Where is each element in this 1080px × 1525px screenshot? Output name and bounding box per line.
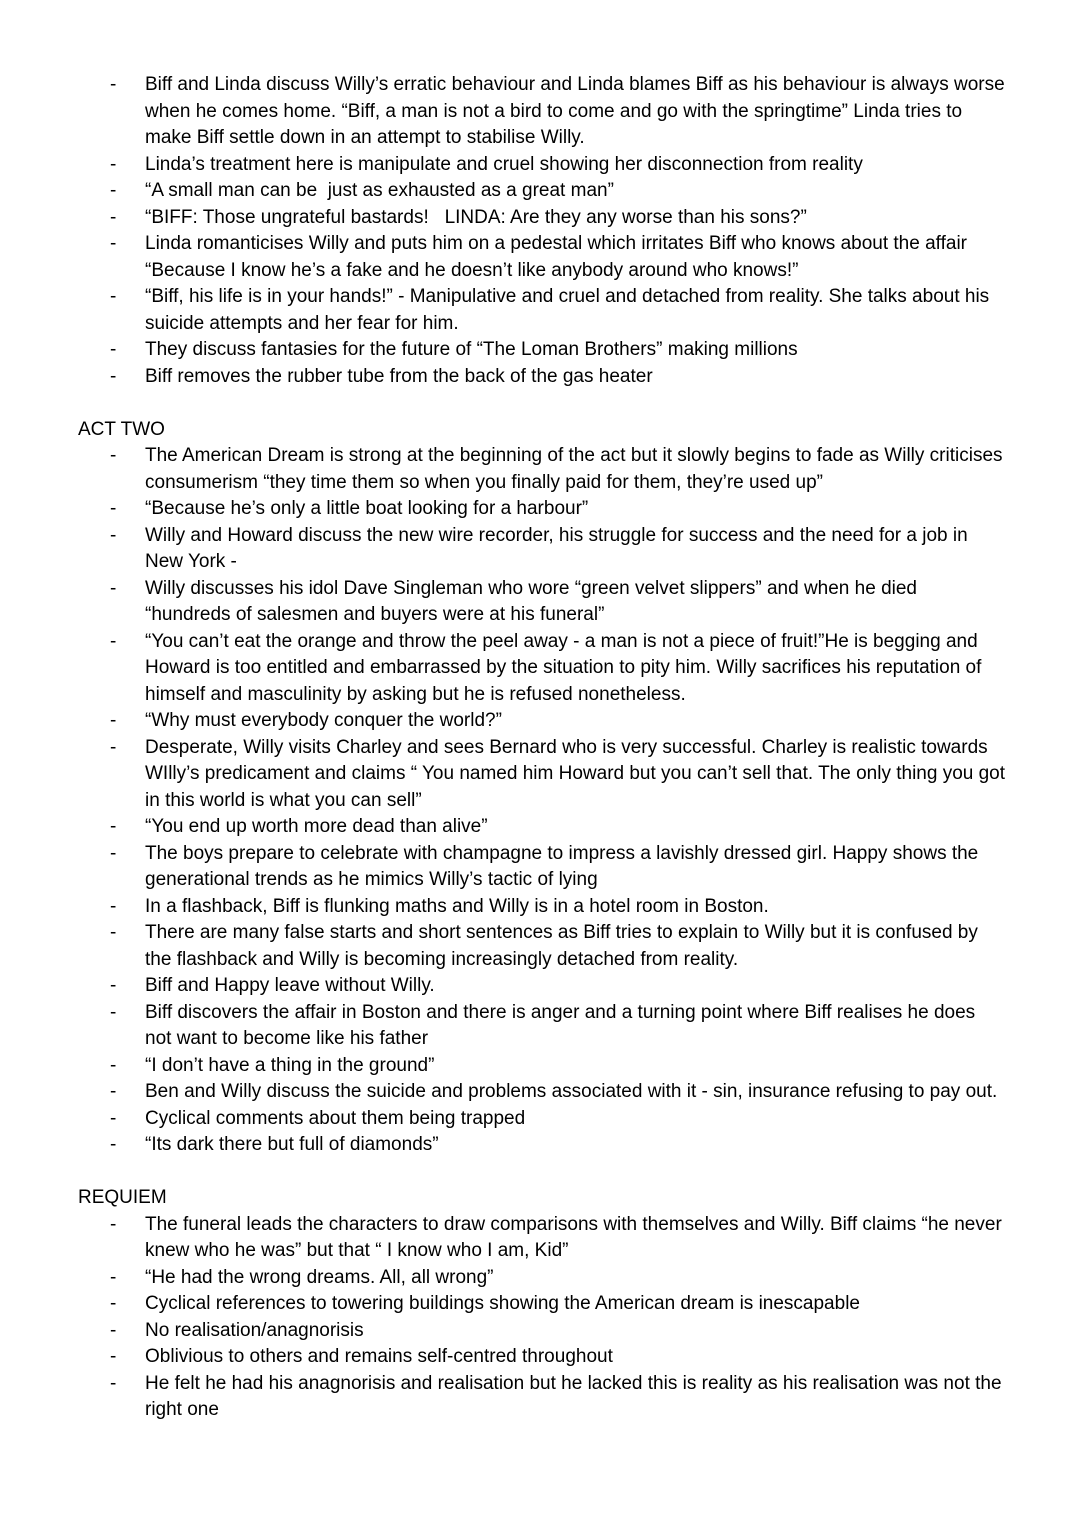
bullet-item — [78, 814, 1006, 841]
bullet-text: Willy and Howard discuss the new wire recorder, his struggle for success and the need for a job in New York - — [145, 524, 973, 572]
bullet-dash-marker: - — [110, 445, 117, 466]
bullet-text: “BIFF: Those ungrateful bastards! LINDA: Are they any worse than his sons?” — [145, 206, 807, 228]
bullet-item — [78, 841, 1006, 894]
bullet-dash-marker: - — [110, 524, 117, 546]
section-act-one-notes — [78, 72, 1010, 390]
bullet-item — [78, 443, 1006, 496]
bullet-dash-marker: - — [110, 339, 117, 360]
bullet-item — [78, 1318, 1006, 1345]
section-requiem — [78, 1185, 1006, 1424]
bullet-text: No realisation/anagnorisis — [145, 1319, 364, 1341]
bullet-dash-marker: - — [110, 1266, 117, 1288]
bullet-text: In a flashback, Biff is flunking maths and Willy is in a hotel room in Boston. — [145, 895, 769, 917]
bullet-dash-marker: - — [110, 1319, 117, 1341]
bullet-dash-marker: - — [110, 74, 117, 95]
bullet-text: “You can’t eat the orange and throw the peel away - a man is not a piece of fruit!”He is begging and Howard is too entitled and embarrassed by the situation to pity him. Willy sacrifices his reputation of himself and masculinity by asking but he is refused nonetheless. — [145, 630, 987, 705]
bullet-dash-marker: - — [110, 710, 117, 731]
bullet-dash-marker: - — [110, 1134, 117, 1155]
bullet-dash-marker: - — [110, 1346, 117, 1367]
bullet-item — [78, 735, 1011, 815]
bullet-dash-marker: - — [110, 498, 117, 519]
bullet-dash-marker: - — [110, 736, 117, 758]
bullet-text: The funeral leads the characters to draw comparisons with themselves and Willy. Biff claims “he never knew who he was” but that “ I know who I am, Kid” — [145, 1213, 1008, 1261]
bullet-text: Oblivious to others and remains self-centred throughout — [145, 1346, 613, 1367]
bullet-item — [78, 231, 1006, 284]
bullet-text: “Its dark there but full of diamonds” — [145, 1134, 439, 1155]
bullet-dash-marker: - — [110, 975, 117, 996]
bullet-dash-marker: - — [110, 365, 117, 387]
bullet-text: Biff and Happy leave without Willy. — [145, 975, 435, 996]
bullet-item — [78, 1053, 1006, 1080]
section-heading-act-two: ACT TWO — [78, 418, 165, 440]
bullet-dash-marker: - — [110, 1372, 117, 1394]
bullet-text: The American Dream is strong at the beginning of the act but it slowly begins to fade as Willy criticises consumerism “they time them so when you finally paid for them, they’re used up” — [145, 445, 1008, 493]
bullet-text: “I don’t have a thing in the ground” — [145, 1054, 435, 1076]
bullet-text: Biff removes the rubber tube from the back of the gas heater — [145, 365, 653, 387]
bullet-text: Cyclical comments about them being trapped — [145, 1107, 526, 1129]
bullet-item — [78, 894, 1006, 921]
bullet-text: Desperate, Willy visits Charley and sees Bernard who is very successful. Charley is realistic towards WIlly’s predicament and claims “ You named him Howard but you can’t sell that. The only thing you got in this world is what you can sell” — [145, 736, 1011, 811]
bullet-dash-marker: - — [110, 630, 117, 652]
bullet-item — [78, 1344, 1006, 1371]
bullet-dash-marker: - — [110, 180, 117, 201]
bullet-item — [78, 152, 1006, 179]
bullet-text: Biff discovers the affair in Boston and there is anger and a turning point where Biff realises he does not want to become like his father — [145, 1001, 981, 1049]
bullet-item — [78, 364, 1006, 391]
bullet-dash-marker: - — [110, 1107, 117, 1129]
bullet-item — [78, 1106, 1006, 1133]
bullet-item — [78, 629, 1006, 709]
bullet-item — [78, 576, 1006, 629]
bullet-dash-marker: - — [110, 1054, 117, 1076]
bullet-dash-marker: - — [110, 1213, 117, 1235]
bullet-text: “A small man can be just as exhausted as a great man” — [145, 180, 614, 201]
bullet-dash-marker: - — [110, 1081, 117, 1102]
bullet-dash-marker: - — [110, 206, 117, 228]
bullet-dash-marker: - — [110, 1293, 117, 1314]
bullet-text: “Biff, his life is in your hands!” - Manipulative and cruel and detached from reality. She talks about his suicide attempts and her fear for him. — [145, 286, 995, 334]
bullet-text: “Why must everybody conquer the world?” — [145, 710, 502, 731]
bullet-text: Willy discusses his idol Dave Singleman who wore “green velvet slippers” and when he died “hundreds of salesmen and buyers were at his funeral” — [145, 577, 923, 625]
bullet-text: He felt he had his anagnorisis and realisation but he lacked this is reality as his realisation was not the right one — [145, 1372, 1007, 1420]
bullet-text: “You end up worth more dead than alive” — [145, 816, 488, 837]
bullet-item — [78, 920, 1006, 973]
bullet-text: “Because he’s only a little boat looking for a harbour” — [145, 498, 589, 519]
bullet-item — [78, 1132, 1006, 1159]
bullet-dash-marker: - — [110, 153, 117, 175]
section-act-two — [78, 417, 1011, 1159]
bullet-item — [78, 72, 1010, 152]
bullet-item — [78, 496, 1006, 523]
bullet-dash-marker: - — [110, 1001, 117, 1023]
bullet-item — [78, 1265, 1006, 1292]
bullet-item — [78, 973, 1006, 1000]
bullet-item — [78, 523, 1006, 576]
bullet-item — [78, 284, 1006, 337]
bullet-text: Cyclical references to towering buildings showing the American dream is inescapable — [145, 1293, 860, 1314]
bullet-text: “He had the wrong dreams. All, all wrong” — [145, 1266, 494, 1288]
bullet-dash-marker: - — [110, 577, 117, 599]
bullet-dash-marker: - — [110, 842, 117, 864]
bullet-text: Ben and Willy discuss the suicide and problems associated with it - sin, insurance refusing to pay out. — [145, 1081, 998, 1102]
bullet-dash-marker: - — [110, 286, 117, 307]
bullet-dash-marker: - — [110, 922, 117, 943]
bullet-text: There are many false starts and short sentences as Biff tries to explain to Willy but it is confused by the flashback and Willy is becoming increasingly detached from reality. — [145, 922, 984, 970]
bullet-item — [78, 1000, 1006, 1053]
bullet-dash-marker: - — [110, 816, 117, 837]
bullet-text: Linda romanticises Willy and puts him on a pedestal which irritates Biff who knows about the affair “Because I know he’s a fake and he doesn’t like anybody around who knows!” — [145, 233, 973, 281]
bullet-dash-marker: - — [110, 895, 117, 917]
bullet-item — [78, 1371, 1006, 1424]
bullet-text: Biff and Linda discuss Willy’s erratic behaviour and Linda blames Biff as his behaviour is always worse when he comes home. “Biff, a man is not a bird to come and go with the springtime” Linda tries to make Biff settle down in an attempt to stabilise Willy. — [145, 74, 1010, 148]
bullet-item — [78, 1079, 1006, 1106]
bullet-item — [78, 178, 1006, 205]
bullet-item — [78, 1291, 1006, 1318]
bullet-text: They discuss fantasies for the future of “The Loman Brothers” making millions — [145, 339, 798, 360]
section-heading-requiem: REQUIEM — [78, 1187, 167, 1208]
bullet-text: The boys prepare to celebrate with champagne to impress a lavishly dressed girl. Happy shows the generational trends as he mimics Willy’s tactic of lying — [145, 842, 984, 890]
bullet-item — [78, 1212, 1006, 1265]
bullet-item — [78, 337, 1006, 364]
bullet-item — [78, 205, 1006, 232]
bullet-text: Linda’s treatment here is manipulate and cruel showing her disconnection from reality — [145, 153, 863, 175]
bullet-dash-marker: - — [110, 233, 117, 254]
bullet-item — [78, 708, 1006, 735]
